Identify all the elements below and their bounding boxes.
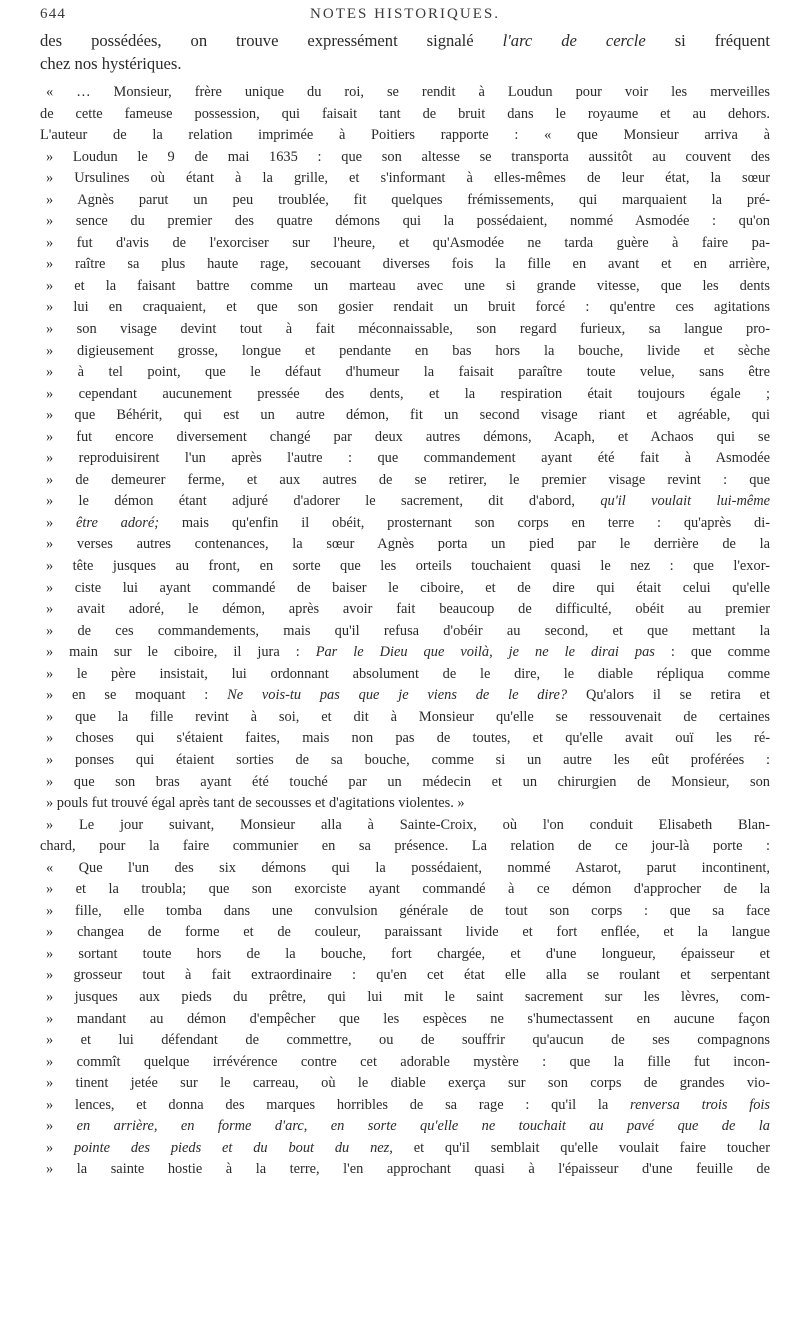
text-line: » reproduisirent l'un après l'autre : que commandement ayant été fait à Asmodée — [40, 448, 770, 470]
text-line: » pouls fut trouvé égal après tant de secousses et d'agitations violentes. » — [40, 793, 770, 815]
text-line: chez nos hystériques. — [40, 54, 182, 73]
text-line: de cette fameuse possession, qui faisait tant de bruit dans le royaume et au dehors. — [40, 105, 770, 122]
text-line: » que la fille revint à soi, et dit à Monsieur qu'elle se ressouvenait de certaines — [40, 707, 770, 729]
running-title: NOTES HISTORIQUES. — [310, 6, 500, 22]
text-line: » le père insistait, lui ordonnant absolument de le dire, le diable répliqua comme — [40, 664, 770, 686]
text-line: » tête jusques au front, en sorte que les orteils touchaient quasi le nez : que l'exor- — [40, 556, 770, 578]
text-line: » de ces commandements, mais qu'il refusa d'obéir au second, et que mettant la — [40, 621, 770, 643]
text-line: » grosseur tout à fait extraordinaire : qu'en cet état elle alla se roulant et serpentant — [40, 965, 770, 987]
text-line: » digieusement grosse, longue et pendante en bas hors la bouche, livide et sèche — [40, 341, 770, 363]
text-line: » la sainte hostie à la terre, l'en approchant quasi à l'épaisseur d'une feuille de — [40, 1159, 770, 1181]
text-line: » Ursulines où étant à la grille, et s'informant à elles-mêmes de leur état, la sœur — [40, 168, 770, 190]
text-line: » main sur le ciboire, il jura : Par le Dieu que voilà, je ne le dirai pas : que comme — [40, 642, 770, 664]
text-line: » changea de forme et de couleur, paraissant livide et fort enflée, et la langue — [40, 922, 770, 944]
text-line: » que son bras ayant été touché par un médecin et un chirurgien de Monsieur, son — [40, 772, 770, 794]
text-line: des possédées, on trouve expressément signalé l'arc de cercle si fréquent — [40, 31, 770, 50]
text-line: » de demeurer ferme, et aux autres de se retirer, le premier visage revint : que — [40, 470, 770, 492]
text-line: » Agnès parut un peu troublée, fit quelques frémissements, qui marquaient la pré- — [40, 190, 770, 212]
body-text — [40, 29, 770, 1181]
text-line: « … Monsieur, frère unique du roi, se rendit à Loudun pour voir les merveilles — [40, 82, 770, 104]
text-line: » avait adoré, le démon, après avoir fait beaucoup de difficulté, obéit au premier — [40, 599, 770, 621]
text-line: » tinent jetée sur le carreau, où le diable exerça sur son corps de grandes vio- — [40, 1073, 770, 1095]
text-line: » être adoré; mais qu'enfin il obéit, prosternant son corps en terre : qu'après di- — [40, 513, 770, 535]
text-line: » cependant aucunement pressée des dents, et la respiration était toujours égale ; — [40, 384, 770, 406]
text-line: » fille, elle tomba dans une convulsion générale de tout son corps : que sa face — [40, 901, 770, 923]
text-line: chard, pour la faire communier en sa présence. La relation de ce jour-là porte : — [40, 838, 770, 855]
text-line: » commît quelque irrévérence contre cet adorable mystère : que la fille fut incon- — [40, 1052, 770, 1074]
text-line: » choses qui s'étaient faites, mais non pas de toutes, et qu'elle avait ouï les ré- — [40, 728, 770, 750]
text-line: « Que l'un des six démons qui la possédaient, nommé Astarot, parut incontinent, — [40, 858, 770, 880]
text-line: » le démon étant adjuré d'adorer le sacrement, dit d'abord, qu'il voulait lui-même — [40, 491, 770, 513]
running-head — [40, 6, 770, 26]
text-line: » lui en craquaient, et que son gosier rendait un bruit forcé : qu'entre ces agitations — [40, 297, 770, 319]
text-line: » ponses qui étaient sorties de sa bouche, comme si un autre les eût proférées : — [40, 750, 770, 772]
text-line: » pointe des pieds et du bout du nez, et qu'il semblait qu'elle voulait faire toucher — [40, 1138, 770, 1160]
text-line: » verses autres contenances, la sœur Agnès porta un pied par le derrière de la — [40, 534, 770, 556]
text-line: » Le jour suivant, Monsieur alla à Sainte-Croix, où l'on conduit Elisabeth Blan- — [40, 815, 770, 837]
text-line: » sence du premier des quatre démons qui la possédaient, nommé Asmodée : qu'on — [40, 211, 770, 233]
text-line: » ciste lui ayant commandé de baiser le ciboire, et de dire qui était celui qu'elle — [40, 578, 770, 600]
text-line: L'auteur de la relation imprimée à Poitiers rapporte : « que Monsieur arriva à — [40, 127, 770, 144]
text-line: » lences, et donna des marques horribles de sa rage : qu'il la renversa trois fois — [40, 1095, 770, 1117]
text-line: » jusques aux pieds du prêtre, qui lui mit le saint sacrement sur les lèvres, com- — [40, 987, 770, 1009]
text-line: » fut d'avis de l'exorciser sur l'heure, et qu'Asmodée ne tarda guère à faire pa- — [40, 233, 770, 255]
text-line: » Loudun le 9 de mai 1635 : que son altesse se transporta aussitôt au couvent des — [40, 147, 770, 169]
text-line: » raître sa plus haute rage, secouant diverses fois la fille en avant et en arrière, — [40, 254, 770, 276]
text-line: » et la troubla; que son exorciste ayant commandé à ce démon d'approcher de la — [40, 879, 770, 901]
text-line: » sortant toute hors de la bouche, fort chargée, et d'une longueur, épaisseur et — [40, 944, 770, 966]
text-line: » fut encore diversement changé par deux autres démons, Acaph, et Achaos qui se — [40, 427, 770, 449]
text-line: » mandant au démon d'empêcher que les espèces ne s'humectassent en aucune façon — [40, 1009, 770, 1031]
text-line: » en se moquant : Ne vois-tu pas que je viens de le dire? Qu'alors il se retira et — [40, 685, 770, 707]
text-line: » à tel point, que le défaut d'humeur la faisait paraître toute velue, sans être — [40, 362, 770, 384]
text-line: » en arrière, en forme d'arc, en sorte qu'elle ne touchait au pavé que de la — [40, 1116, 770, 1138]
page-number: 644 — [40, 6, 67, 22]
text-line: » que Béhérit, qui est un autre démon, fit un second visage riant et agréable, qui — [40, 405, 770, 427]
text-line: » et la faisant battre comme un marteau avec une si grande vitesse, que les dents — [40, 276, 770, 298]
text-line: » et lui défendant de commettre, ou de souffrir qu'aucun de ses compagnons — [40, 1030, 770, 1052]
text-line: » son visage devint tout à fait méconnaissable, son regard furieux, sa langue pro- — [40, 319, 770, 341]
